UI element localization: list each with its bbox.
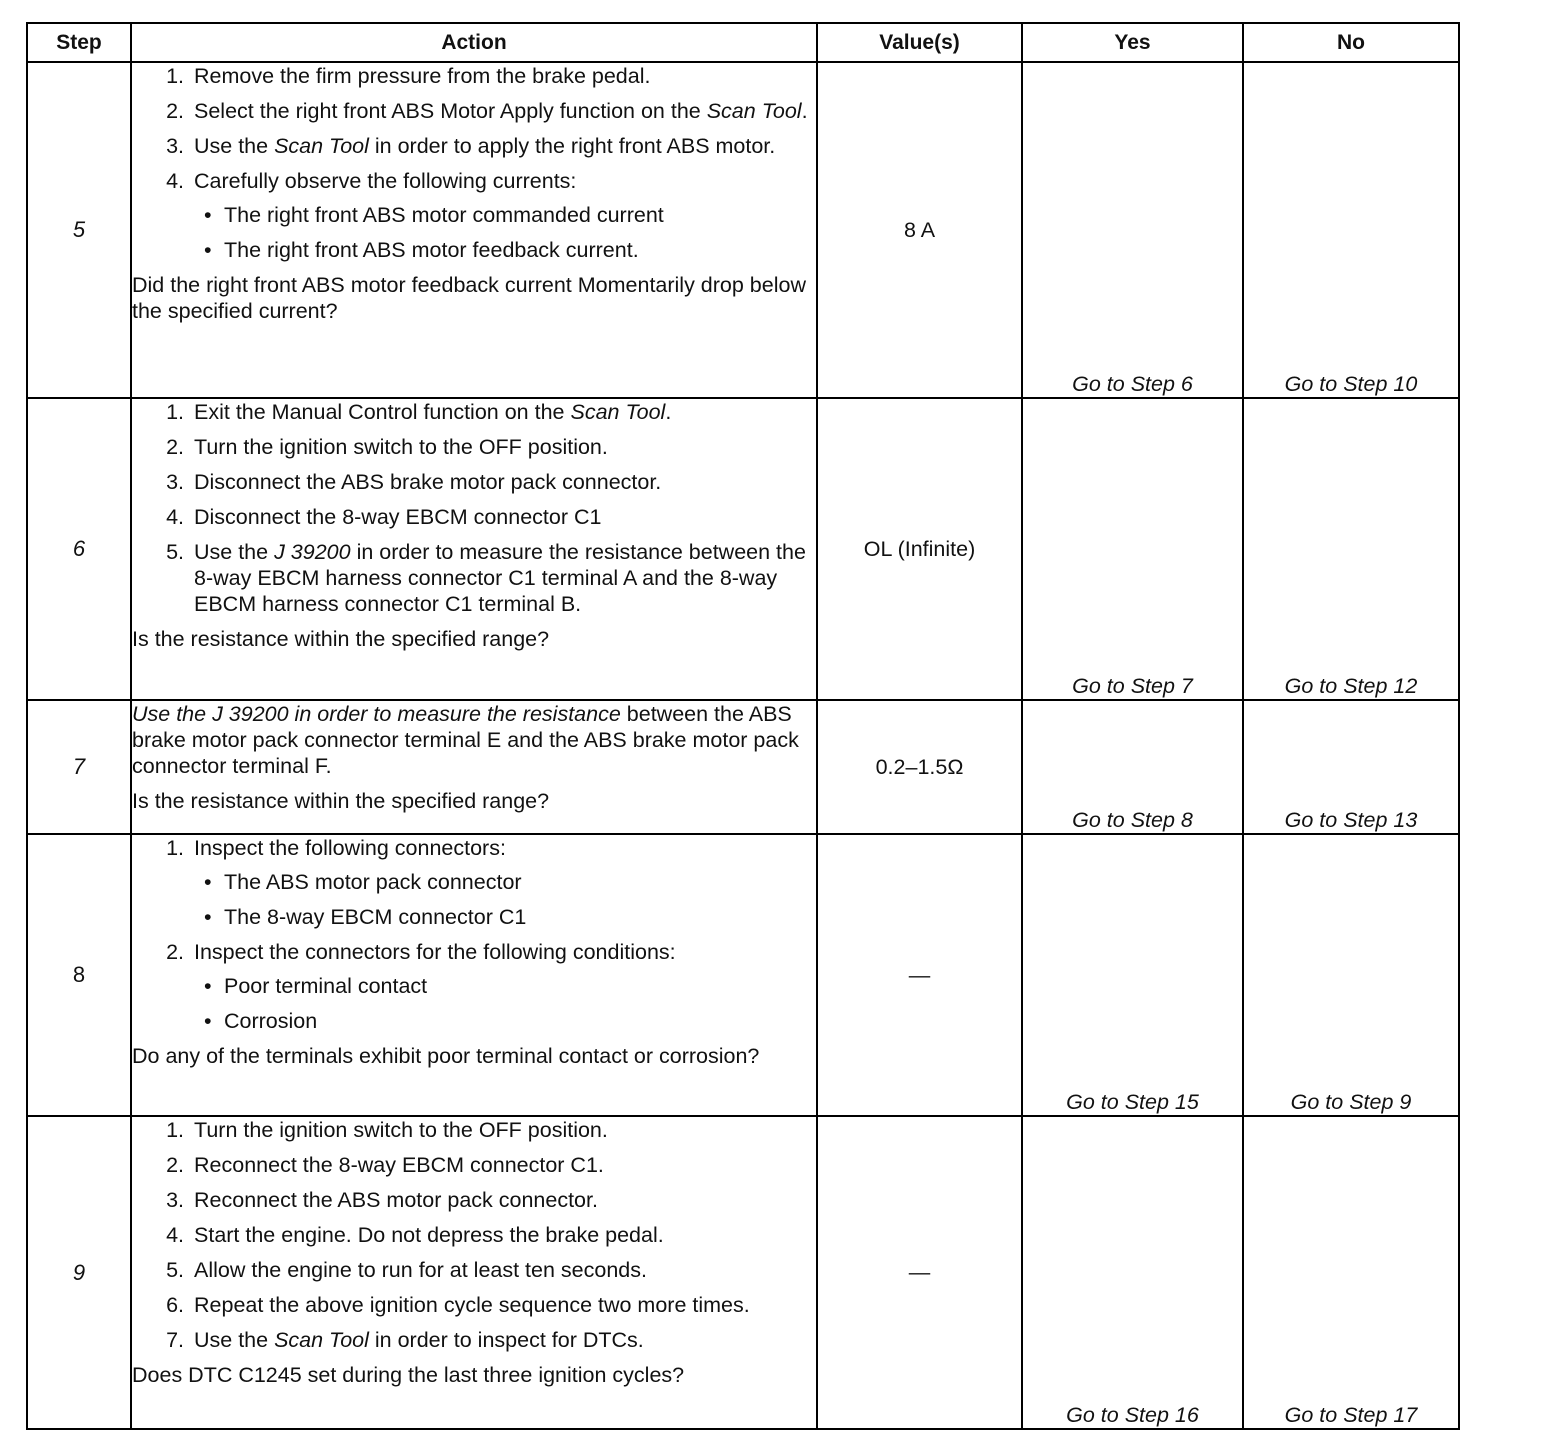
action-item: 2. Select the right front ABS Motor Apply function on the Scan Tool.	[190, 98, 816, 124]
sub-item: • The 8-way EBCM connector C1	[224, 904, 816, 930]
action-cell	[131, 398, 817, 700]
no-link: Go to Step 12	[1243, 398, 1459, 700]
header-action: Action	[131, 23, 817, 62]
header-row	[27, 23, 1459, 62]
action-item: 4. Start the engine. Do not depress the brake pedal.	[190, 1222, 816, 1248]
value-cell: —	[817, 1116, 1022, 1429]
sub-item: • The ABS motor pack connector	[224, 869, 816, 895]
question-text: Does DTC C1245 set during the last three ignition cycles?	[132, 1363, 685, 1387]
value-cell: 8 A	[817, 62, 1022, 398]
action-cell	[131, 834, 817, 1116]
table-row-step-9	[27, 1116, 1459, 1429]
diagnostic-table	[26, 22, 1460, 1430]
step-number: 9	[27, 1116, 131, 1429]
value-cell: —	[817, 834, 1022, 1116]
yes-link: Go to Step 6	[1022, 62, 1243, 398]
step-number: 7	[27, 700, 131, 834]
header-step: Step	[27, 23, 131, 62]
step-number: 5	[27, 62, 131, 398]
no-link: Go to Step 13	[1243, 700, 1459, 834]
question-text: Is the resistance within the specified range?	[132, 789, 550, 813]
sub-list	[194, 973, 816, 1034]
yes-link: Go to Step 8	[1022, 700, 1243, 834]
yes-link: Go to Step 16	[1022, 1116, 1243, 1429]
header-yes: Yes	[1022, 23, 1243, 62]
yes-link: Go to Step 7	[1022, 398, 1243, 700]
action-item: 3. Use the Scan Tool in order to apply the right front ABS motor.	[190, 133, 816, 159]
table-row-step-8	[27, 834, 1459, 1116]
sub-list	[194, 202, 816, 263]
action-item: 1. Inspect the following connectors: • The ABS motor pack connector • The 8-way EBCM connector C1	[190, 835, 816, 930]
action-cell	[131, 1116, 817, 1429]
action-item: 5. Use the J 39200 in order to measure the resistance between the 8-way EBCM harness connector C1 terminal A and the 8-way EBCM harness connector C1 terminal B.	[190, 539, 816, 617]
header-no: No	[1243, 23, 1459, 62]
action-cell	[131, 700, 817, 834]
question-text: Is the resistance within the specified range?	[132, 627, 550, 651]
sub-item: • Poor terminal contact	[224, 973, 816, 999]
question-text: Did the right front ABS motor feedback current Momentarily drop below the specified current?	[132, 273, 806, 323]
action-item: 7. Use the Scan Tool in order to inspect for DTCs.	[190, 1327, 816, 1353]
action-item: 2. Turn the ignition switch to the OFF position.	[190, 434, 816, 460]
step-number: 8	[27, 834, 131, 1116]
action-item: 2. Inspect the connectors for the following conditions: • Poor terminal contact • Corrosion	[190, 939, 816, 1034]
value-cell: OL (Infinite)	[817, 398, 1022, 700]
no-link: Go to Step 9	[1243, 834, 1459, 1116]
no-link: Go to Step 17	[1243, 1116, 1459, 1429]
action-cell	[131, 62, 817, 398]
action-item: 5. Allow the engine to run for at least ten seconds.	[190, 1257, 816, 1283]
action-item: 2. Reconnect the 8-way EBCM connector C1.	[190, 1152, 816, 1178]
action-item: 1. Remove the firm pressure from the brake pedal.	[190, 63, 816, 89]
action-list	[132, 1117, 816, 1353]
table-row-step-5	[27, 62, 1459, 398]
action-item: 6. Repeat the above ignition cycle sequence two more times.	[190, 1292, 816, 1318]
action-item: 3. Disconnect the ABS brake motor pack connector.	[190, 469, 816, 495]
value-cell: 0.2–1.5Ω	[817, 700, 1022, 834]
action-list	[132, 63, 816, 263]
action-list	[132, 835, 816, 1034]
step-number: 6	[27, 398, 131, 700]
sub-item: • The right front ABS motor feedback current.	[224, 237, 816, 263]
action-instruction: Use the J 39200 in order to measure the resistance between the ABS brake motor pack connector terminal E and the ABS brake motor pack connector terminal F.	[132, 702, 799, 778]
table-row-step-6	[27, 398, 1459, 700]
sub-item: • The right front ABS motor commanded current	[224, 202, 816, 228]
action-item: 4. Disconnect the 8-way EBCM connector C1	[190, 504, 816, 530]
yes-link: Go to Step 15	[1022, 834, 1243, 1116]
table-row-step-7	[27, 700, 1459, 834]
action-list	[132, 399, 816, 617]
header-values: Value(s)	[817, 23, 1022, 62]
action-item: 3. Reconnect the ABS motor pack connector.	[190, 1187, 816, 1213]
question-text: Do any of the terminals exhibit poor terminal contact or corrosion?	[132, 1044, 760, 1068]
action-item: 1. Turn the ignition switch to the OFF position.	[190, 1117, 816, 1143]
action-item: 4. Carefully observe the following currents: • The right front ABS motor commanded current • The right front ABS motor feedback current.	[190, 168, 816, 263]
sub-list	[194, 869, 816, 930]
sub-item: • Corrosion	[224, 1008, 816, 1034]
action-item: 1. Exit the Manual Control function on the Scan Tool.	[190, 399, 816, 425]
no-link: Go to Step 10	[1243, 62, 1459, 398]
